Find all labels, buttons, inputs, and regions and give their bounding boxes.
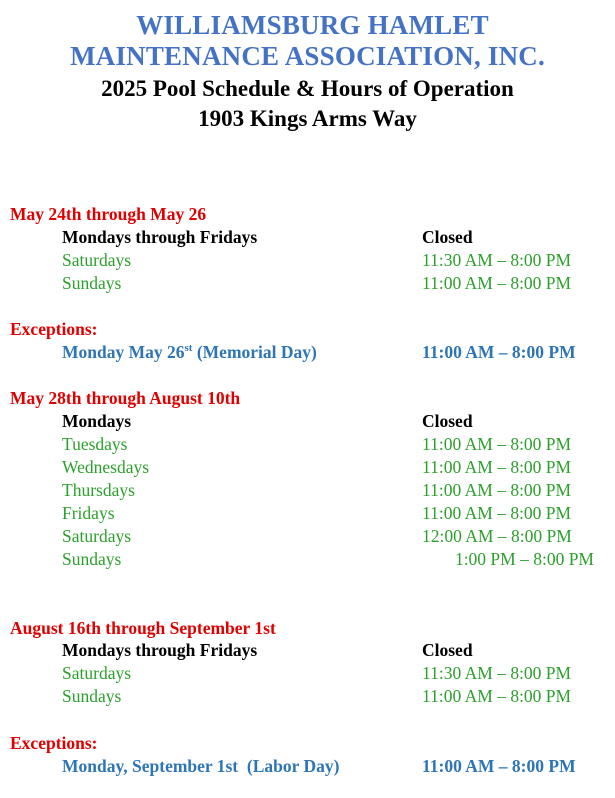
day-label: Saturdays bbox=[62, 250, 132, 270]
hours-value: 11:00 AM – 8:00 PM bbox=[422, 273, 572, 293]
document-header bbox=[0, 10, 615, 134]
hours-value: Closed bbox=[422, 411, 473, 431]
day-label: Mondays through Fridays bbox=[62, 640, 258, 660]
schedule-row bbox=[62, 272, 607, 295]
hours-value: 11:30 AM – 8:00 PM bbox=[422, 663, 572, 683]
schedule-row bbox=[62, 662, 607, 685]
pool-address: 1903 Kings Arms Way bbox=[198, 106, 417, 131]
schedule-row bbox=[62, 525, 607, 548]
hours-value: Closed bbox=[422, 227, 473, 247]
hours-value: 11:00 AM – 8:00 PM bbox=[422, 457, 572, 477]
org-name-line-1: WILLIAMSBURG HAMLET bbox=[136, 10, 489, 40]
exception-hours-value: 11:00 AM – 8:00 PM bbox=[422, 756, 576, 776]
schedule-row bbox=[62, 548, 607, 571]
exception-day-label: Monday May 26st (Memorial Day) bbox=[62, 342, 317, 362]
day-label: Sundays bbox=[62, 273, 122, 293]
period-2-heading: May 28th through August 10th bbox=[10, 388, 241, 408]
schedule-row bbox=[62, 479, 607, 502]
day-label: Tuesdays bbox=[62, 434, 128, 454]
day-label: Sundays bbox=[62, 686, 122, 706]
day-label: Saturdays bbox=[62, 663, 132, 683]
hours-value: 11:00 AM – 8:00 PM bbox=[422, 480, 572, 500]
exception-day-label: Monday, September 1st (Labor Day) bbox=[62, 756, 340, 776]
document-title: 2025 Pool Schedule & Hours of Operation bbox=[101, 76, 514, 101]
day-label: Wednesdays bbox=[62, 457, 150, 477]
period-3-heading: August 16th through September 1st bbox=[10, 618, 276, 638]
hours-value: 11:30 AM – 8:00 PM bbox=[422, 250, 572, 270]
day-label: Saturdays bbox=[62, 526, 132, 546]
hours-value: Closed bbox=[422, 640, 473, 660]
day-label: Fridays bbox=[62, 503, 115, 523]
exceptions-2-heading: Exceptions: bbox=[10, 733, 98, 753]
exception-row bbox=[62, 341, 607, 364]
exceptions-1-heading: Exceptions: bbox=[10, 319, 98, 339]
day-label: Mondays bbox=[62, 411, 132, 431]
hours-value: 12:00 AM – 8:00 PM bbox=[422, 526, 572, 546]
schedule-row bbox=[62, 456, 607, 479]
org-name-line-2: MAINTENANCE ASSOCIATION, INC. bbox=[70, 41, 545, 71]
schedule-row bbox=[62, 639, 607, 662]
exception-row bbox=[62, 755, 607, 778]
schedule-row bbox=[62, 502, 607, 525]
day-label: Thursdays bbox=[62, 480, 135, 500]
schedule-row bbox=[62, 410, 607, 433]
schedule-row bbox=[62, 433, 607, 456]
schedule-row bbox=[62, 249, 607, 272]
schedule-row bbox=[62, 226, 607, 249]
day-label: Mondays through Fridays bbox=[62, 227, 258, 247]
hours-value: 11:00 AM – 8:00 PM bbox=[422, 434, 572, 454]
schedule-row bbox=[62, 685, 607, 708]
period-1-heading: May 24th through May 26 bbox=[10, 204, 207, 224]
hours-value: 1:00 PM – 8:00 PM bbox=[454, 549, 594, 569]
exception-hours-value: 11:00 AM – 8:00 PM bbox=[422, 342, 576, 362]
day-label: Sundays bbox=[62, 549, 122, 569]
hours-value: 11:00 AM – 8:00 PM bbox=[422, 503, 572, 523]
hours-value: 11:00 AM – 8:00 PM bbox=[422, 686, 572, 706]
